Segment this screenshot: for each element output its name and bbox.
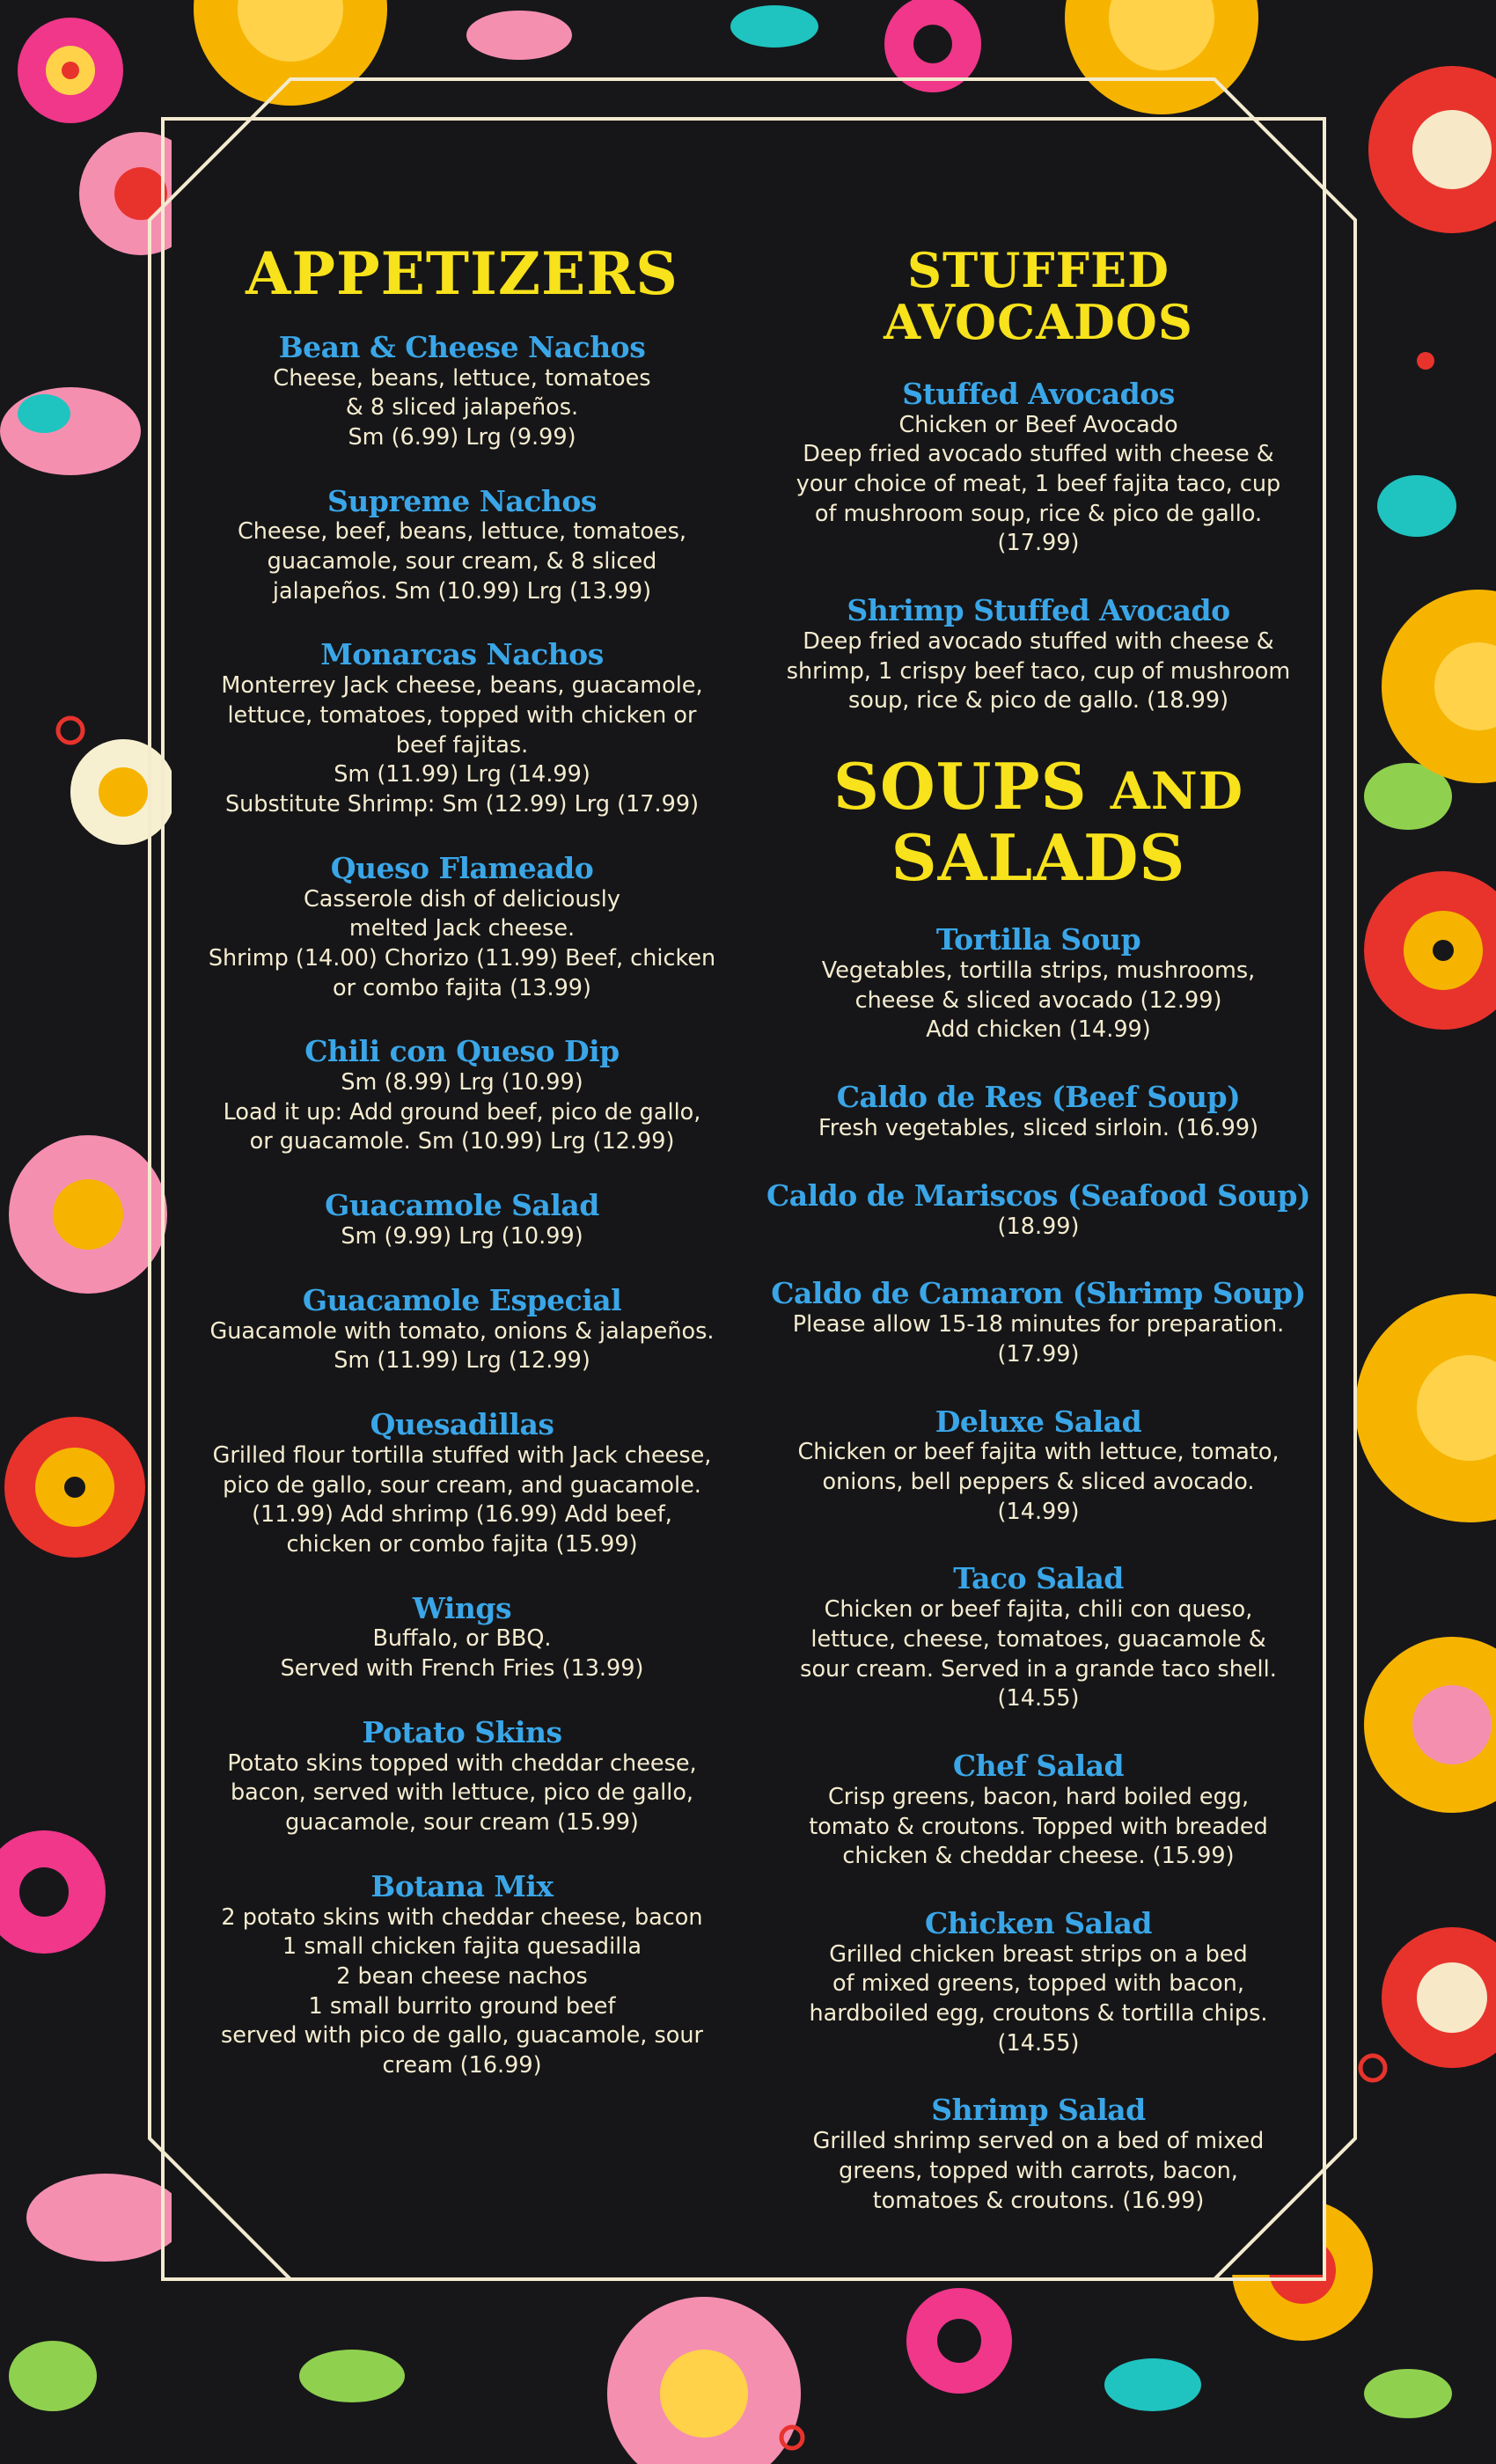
flower-icon xyxy=(18,18,123,123)
menu-item-name: Guacamole Salad xyxy=(325,1188,599,1223)
menu-item-description: Chicken or beef fajita with lettuce, tomato, onions, bell peppers & sliced avocado. (14.99) xyxy=(797,1439,1280,1525)
menu-item xyxy=(189,485,735,607)
menu-item xyxy=(766,1562,1311,1714)
menu-item-description: 2 potato skins with cheddar cheese, bacon 1 small chicken fajita quesadilla 2 bean cheese nachos 1 small burrito ground beef served with pico de gallo, guacamole, sour cream (16.99) xyxy=(220,1903,704,2079)
menu-item-name: Queso Flameado xyxy=(330,850,594,885)
menu-item-description: Buffalo, or BBQ. Served with French Fries (13.99) xyxy=(280,1625,644,1683)
menu-item xyxy=(766,1907,1311,2059)
salads-title-word: SALADS xyxy=(891,819,1186,895)
menu-item-description: Vegetables, tortilla strips, mushrooms, cheese & sliced avocado (12.99) Add chicken (14.99) xyxy=(821,957,1256,1044)
menu-item-name: Stuffed Avocados xyxy=(902,376,1175,411)
menu-item-description: Deep fried avocado stuffed with cheese & shrimp, 1 crispy beef taco, cup of mushroom soup, rice & pico de gallo. (18.99) xyxy=(786,627,1291,715)
menu-item xyxy=(189,331,735,453)
menu-item xyxy=(189,1408,735,1560)
menu-item-name: Monarcas Nachos xyxy=(320,637,604,672)
flower-icon xyxy=(906,2288,1012,2394)
menu-item xyxy=(766,1749,1311,1872)
menu-item-name: Guacamole Especial xyxy=(302,1282,622,1317)
menu-item xyxy=(766,1081,1311,1144)
menu-item-name: Shrimp Salad xyxy=(931,2093,1146,2128)
menu-item xyxy=(189,1870,735,2081)
menu-item-description: Guacamole with tomato, onions & jalapeños. Sm (11.99) Lrg (12.99) xyxy=(209,1317,715,1375)
menu-item-name: Caldo de Camaron (Shrimp Soup) xyxy=(771,1276,1306,1311)
appetizers-column xyxy=(189,239,735,2113)
menu-item-name: Chili con Queso Dip xyxy=(304,1034,620,1069)
flower-icon xyxy=(9,1135,167,1294)
soups-salads-title xyxy=(766,748,1311,895)
menu-item-name: Taco Salad xyxy=(953,1561,1124,1596)
right-column xyxy=(766,242,1311,2251)
appetizers-title: APPETIZERS xyxy=(246,239,678,308)
flower-icon xyxy=(70,739,176,845)
menu-item-description: Cheese, beans, lettuce, tomatoes & 8 sliced jalapeños. Sm (6.99) Lrg (9.99) xyxy=(273,364,651,451)
menu-item xyxy=(189,1592,735,1684)
menu-item-name: Wings xyxy=(412,1590,512,1625)
menu-item-name: Caldo de Mariscos (Seafood Soup) xyxy=(766,1177,1311,1213)
soups-salads-list xyxy=(766,923,1311,2216)
menu-item xyxy=(766,1277,1311,1369)
menu-item-name: Caldo de Res (Beef Soup) xyxy=(836,1080,1241,1115)
flower-icon xyxy=(884,0,981,92)
menu-item-name: Botana Mix xyxy=(370,1868,554,1903)
menu-item-description: Chicken or beef fajita, chili con queso, lettuce, cheese, tomatoes, guacamole & sour cream. Served in a grande taco shell. (14.55) xyxy=(800,1596,1277,1712)
stuffed-avocados-title: STUFFED AVOCADOS xyxy=(884,242,1193,351)
menu-item-name: Supreme Nachos xyxy=(327,483,597,518)
menu-item-name: Bean & Cheese Nachos xyxy=(278,329,646,364)
menu-item-description: Grilled chicken breast strips on a bed of mixed greens, topped with bacon, hardboiled egg, croutons & tortilla chips. (14.55) xyxy=(809,1940,1268,2057)
soups-title-word: SOUPS xyxy=(832,748,1088,824)
appetizers-list xyxy=(189,331,735,2081)
menu-item-description: Please allow 15-18 minutes for preparation. (17.99) xyxy=(792,1311,1285,1368)
menu-item-name: Potato Skins xyxy=(362,1714,562,1749)
stuffed-avocados-list xyxy=(766,378,1311,716)
menu-item xyxy=(189,1716,735,1838)
menu-item xyxy=(189,1284,735,1376)
menu-item xyxy=(189,638,735,819)
menu-item-description: Sm (9.99) Lrg (10.99) xyxy=(341,1223,583,1250)
menu-item xyxy=(766,378,1311,559)
flower-icon xyxy=(4,1417,145,1558)
menu-item xyxy=(189,1035,735,1157)
menu-item-name: Chicken Salad xyxy=(925,1905,1152,1940)
menu-item-description: (18.99) xyxy=(997,1213,1080,1240)
leaf-icon xyxy=(0,387,141,475)
menu-item-name: Quesadillas xyxy=(370,1406,554,1441)
menu-item-description: Chicken or Beef Avocado Deep fried avocado stuffed with cheese & your choice of meat, 1 beef fajita taco, cup of mushroom soup, rice & pico de gallo. (17.99) xyxy=(796,411,1281,557)
menu-item-description: Sm (8.99) Lrg (10.99) Load it up: Add ground beef, pico de gallo, or guacamole. Sm (10.99) Lrg (12.99) xyxy=(223,1069,701,1155)
menu-item xyxy=(766,1179,1311,1243)
menu-item xyxy=(189,1189,735,1252)
menu-item xyxy=(189,852,735,1004)
menu-item-name: Deluxe Salad xyxy=(935,1404,1142,1439)
menu-item-description: Grilled flour tortilla stuffed with Jack cheese, pico de gallo, sour cream, and guacamole. (11.99) Add shrimp (16.99) Add beef, chicken or combo fajita (15.99) xyxy=(212,1441,712,1558)
menu-item xyxy=(766,923,1311,1045)
menu-item-description: Fresh vegetables, sliced sirloin. (16.99) xyxy=(818,1115,1259,1141)
menu-item xyxy=(766,2094,1311,2216)
menu-item-description: Crisp greens, bacon, hard boiled egg, tomato & croutons. Topped with breaded chicken & cheddar cheese. (15.99) xyxy=(809,1783,1268,1870)
menu-item-description: Grilled shrimp served on a bed of mixed greens, topped with carrots, bacon, tomatoes & croutons. (16.99) xyxy=(812,2128,1265,2214)
menu-item-description: Potato skins topped with cheddar cheese, bacon, served with lettuce, pico de gallo, guacamole, sour cream (15.99) xyxy=(227,1749,697,1836)
menu-item-description: Casserole dish of deliciously melted Jack cheese. Shrimp (14.00) Chorizo (11.99) Beef, chicken or combo fajita (13.99) xyxy=(208,885,716,1001)
menu-item xyxy=(766,594,1311,716)
menu-item-description: Monterrey Jack cheese, beans, guacamole, lettuce, tomatoes, topped with chicken or beef fajitas. Sm (11.99) Lrg (14.99) Substitute Shrimp: Sm (12.99) Lrg (17.99) xyxy=(221,672,703,818)
menu-item-name: Shrimp Stuffed Avocado xyxy=(847,593,1230,627)
menu-item xyxy=(766,1405,1311,1528)
menu-item-name: Tortilla Soup xyxy=(935,922,1141,957)
menu-item-name: Chef Salad xyxy=(952,1748,1125,1783)
menu-item-description: Cheese, beef, beans, lettuce, tomatoes, guacamole, sour cream, & 8 sliced jalapeños. Sm (10.99) Lrg (13.99) xyxy=(237,518,687,605)
and-title-word: AND xyxy=(1110,760,1244,821)
